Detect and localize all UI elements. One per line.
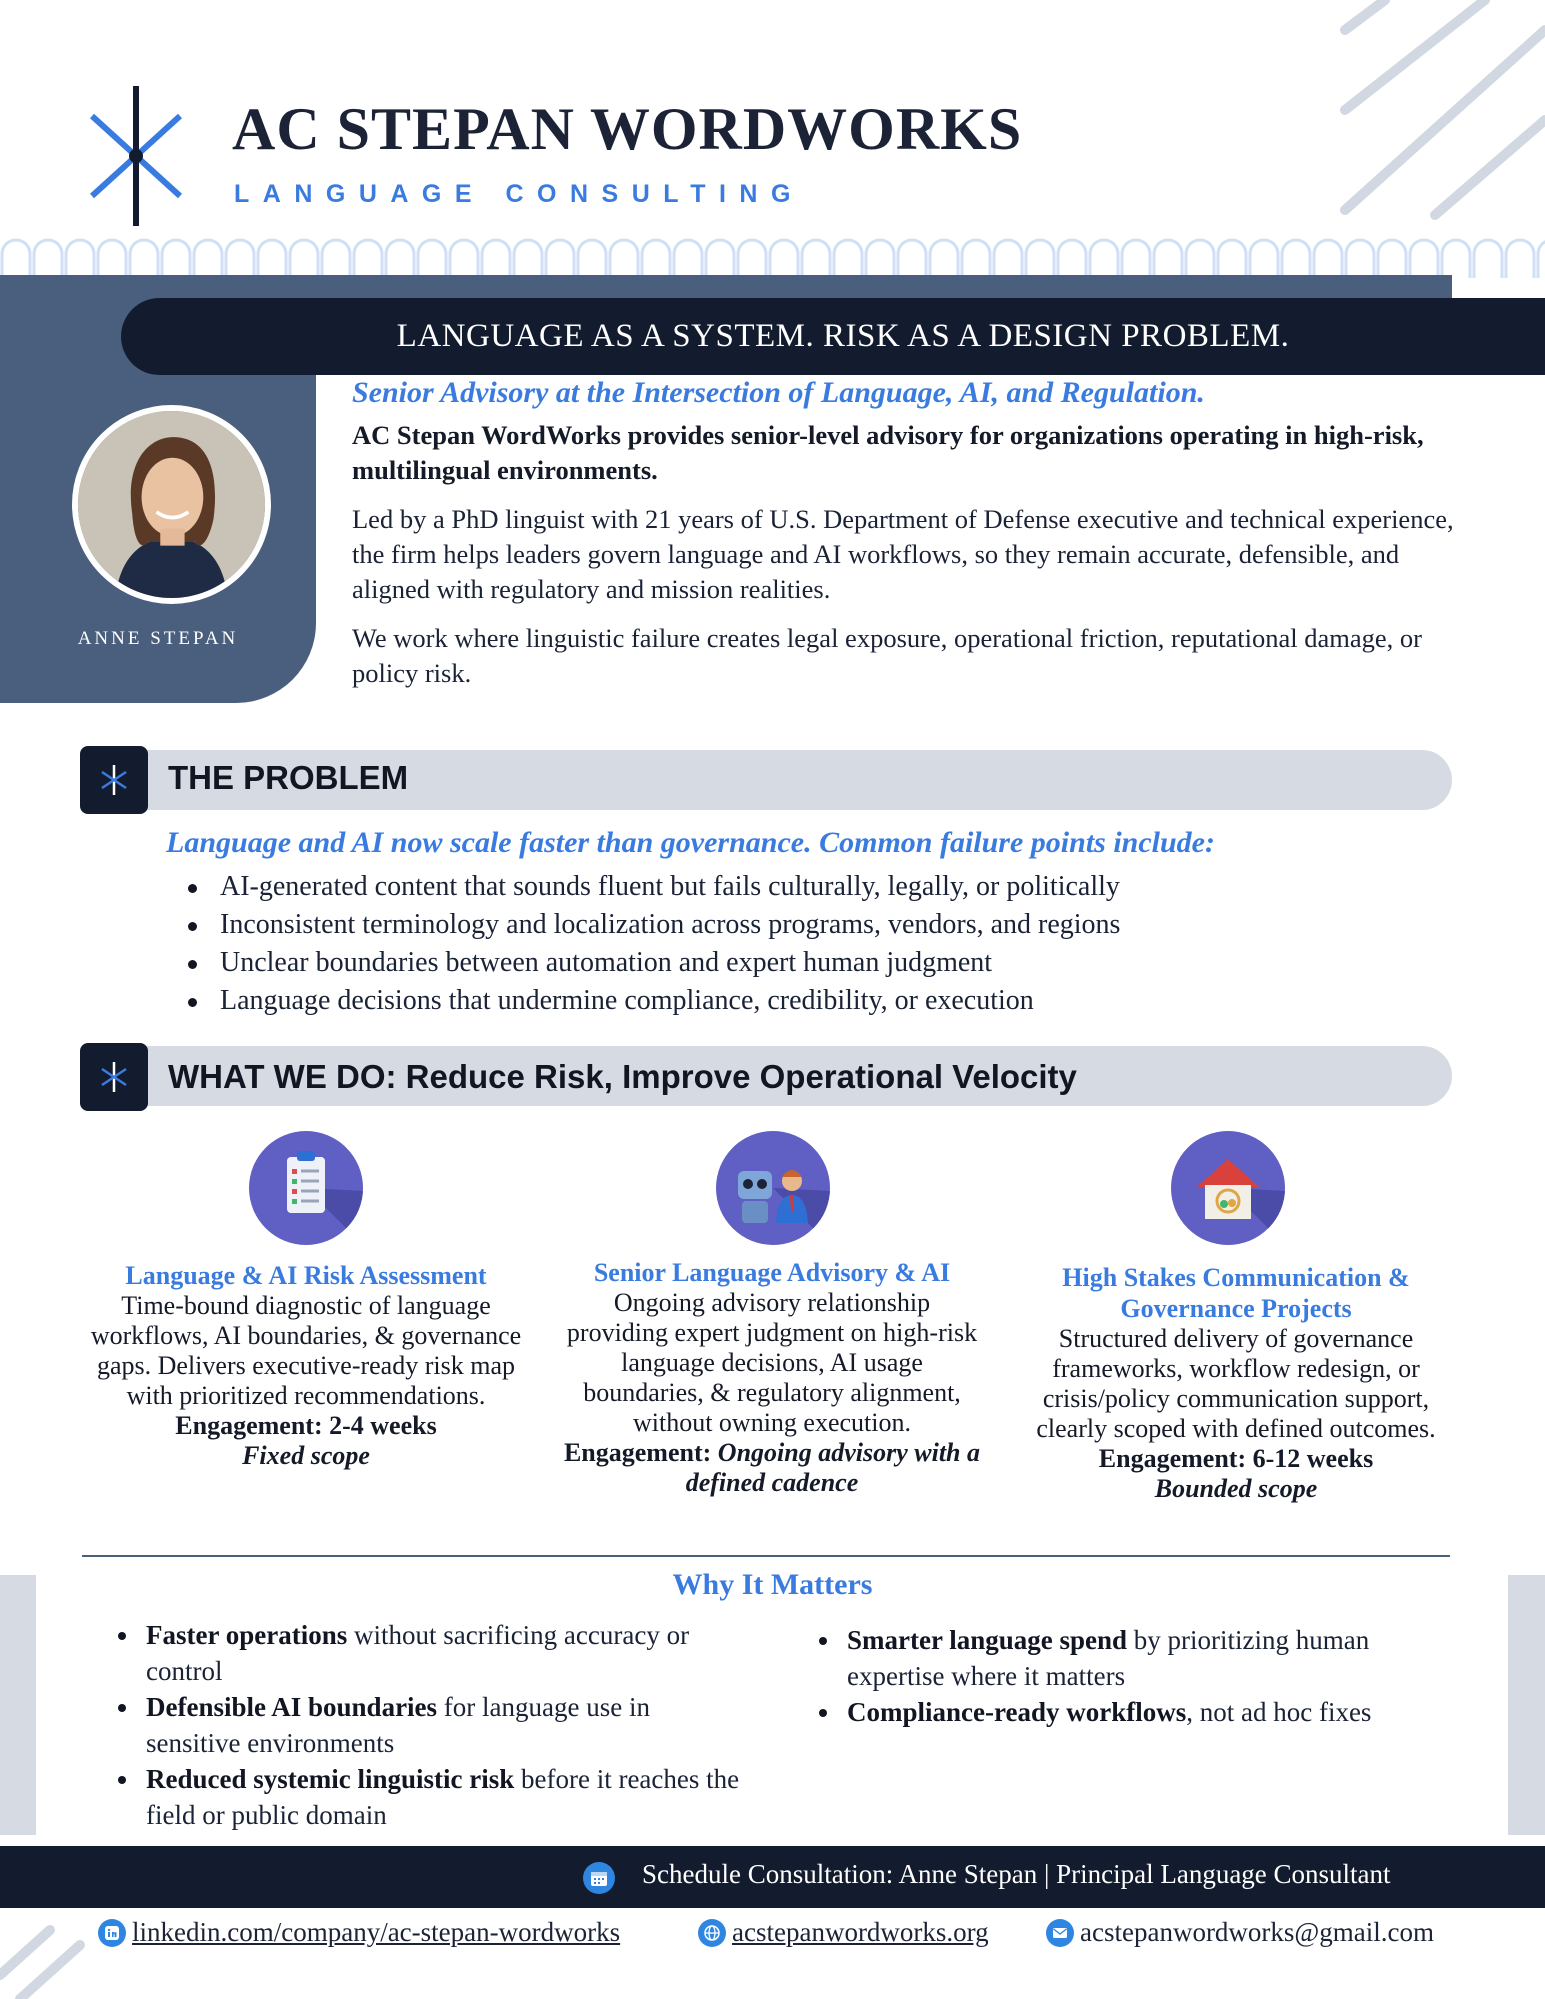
service-title: Senior Language Advisory & AI — [593, 1258, 951, 1287]
service-scope: Bounded scope — [1154, 1474, 1318, 1503]
globe-icon — [698, 1919, 726, 1947]
service-description: Structured delivery of governance frameworks, workflow redesign, or crisis/policy communication support, clearly scoped with defined outcomes. — [1036, 1324, 1436, 1443]
side-accent-right — [1508, 1575, 1545, 1835]
website-contact — [698, 1917, 989, 1948]
service-title: High Stakes Communication & Governance Projects — [1062, 1263, 1410, 1323]
email-contact — [1046, 1917, 1434, 1948]
why-list-left — [116, 1617, 746, 1833]
intro-section — [352, 376, 1462, 691]
service-engagement-detail: Ongoing advisory with a defined cadence — [685, 1438, 981, 1497]
list-item: Language decisions that undermine compliance, credibility, or execution — [188, 982, 1120, 1020]
problem-list — [188, 868, 1120, 1020]
calendar-icon[interactable] — [583, 1862, 615, 1894]
services-title: WHAT WE DO: Reduce Risk, Improve Operational Velocity — [168, 1058, 1077, 1095]
problem-title: THE PROBLEM — [168, 759, 409, 796]
side-accent-left — [0, 1575, 36, 1835]
why-list-right — [817, 1622, 1457, 1730]
list-item: Unclear boundaries between automation and expert human judgment — [188, 944, 1120, 982]
service-engagement-label: Engagement: — [563, 1438, 712, 1467]
profile-name: ANNE STEPAN — [77, 628, 239, 649]
service-description: Ongoing advisory relationship providing expert judgment on high-risk language decisions, AI usage boundaries, & regulatory alignment, without owning execution. — [566, 1288, 978, 1437]
service-scope: Fixed scope — [242, 1441, 370, 1470]
clipboard-icon — [249, 1131, 363, 1245]
list-item: Defensible AI boundaries for language use in sensitive environments — [116, 1689, 746, 1761]
intro-lead: AC Stepan WordWorks provides senior-level advisory for organizations operating in high-risk, multilingual environments. — [352, 420, 1424, 485]
service-card — [1016, 1262, 1456, 1504]
service-engagement: Engagement: 6-12 weeks — [1098, 1444, 1374, 1473]
avatar — [72, 405, 271, 604]
decorative-stripes-bottom — [0, 1905, 260, 1999]
schedule-consultation[interactable]: Schedule Consultation: Anne Stepan | Principal Language Consultant — [642, 1859, 1391, 1889]
list-item: Smarter language spend by prioritizing human expertise where it matters — [817, 1622, 1457, 1694]
service-card — [90, 1260, 522, 1471]
intro-subtitle: Senior Advisory at the Intersection of Language, AI, and Regulation. — [352, 376, 1205, 409]
list-item: Faster operations without sacrificing accuracy or control — [116, 1617, 746, 1689]
robot-person-icon — [716, 1131, 830, 1245]
brand-tagline: LANGUAGE CONSULTING — [234, 180, 804, 208]
why-title: Why It Matters — [672, 1568, 873, 1601]
intro-paragraph: We work where linguistic failure creates legal exposure, operational friction, reputational damage, or policy risk. — [352, 623, 1422, 688]
house-icon — [1171, 1131, 1285, 1245]
brand-name: AC STEPAN WORDWORKS — [232, 96, 1023, 162]
list-item: Reduced systemic linguistic risk before it reaches the field or public domain — [116, 1761, 746, 1833]
asterisk-icon — [80, 1043, 148, 1111]
email-icon — [1046, 1919, 1074, 1947]
intro-paragraph: Led by a PhD linguist with 21 years of U.S. Department of Defense executive and technical experience, the firm helps leaders govern language and AI workflows, so they remain accurate, defensible, and aligned with regulatory and mission realities. — [352, 504, 1454, 604]
list-item: AI-generated content that sounds fluent but fails culturally, legally, or politically — [188, 868, 1120, 906]
website-link[interactable]: acstepanwordworks.org — [732, 1917, 989, 1947]
service-engagement — [562, 1438, 982, 1498]
banner-headline: LANGUAGE AS A SYSTEM. RISK AS A DESIGN PROBLEM. — [396, 318, 1290, 354]
problem-lead: Language and AI now scale faster than governance. Common failure points include: — [166, 826, 1215, 859]
service-title: Language & AI Risk Assessment — [125, 1261, 487, 1290]
decorative-wave — [0, 230, 1545, 278]
list-item: Inconsistent terminology and localization across programs, vendors, and regions — [188, 906, 1120, 944]
asterisk-icon — [80, 746, 148, 814]
list-item: Compliance-ready workflows, not ad hoc fixes — [817, 1694, 1457, 1730]
section-divider — [82, 1555, 1450, 1557]
brand-logo-icon — [88, 86, 184, 226]
service-engagement: Engagement: 2-4 weeks — [175, 1411, 437, 1440]
portrait-photo — [78, 411, 265, 598]
email-address[interactable]: acstepanwordworks@gmail.com — [1080, 1917, 1435, 1947]
service-card — [562, 1257, 982, 1498]
headline-banner — [121, 298, 1545, 375]
service-description: Time-bound diagnostic of language workflows, AI boundaries, & governance gaps. Delivers executive-ready risk map with prioritized recommendations. — [90, 1291, 522, 1410]
decorative-stripes — [1285, 0, 1545, 230]
linkedin-link[interactable]: linkedin.com/company/ac-stepan-wordworks — [132, 1917, 621, 1947]
